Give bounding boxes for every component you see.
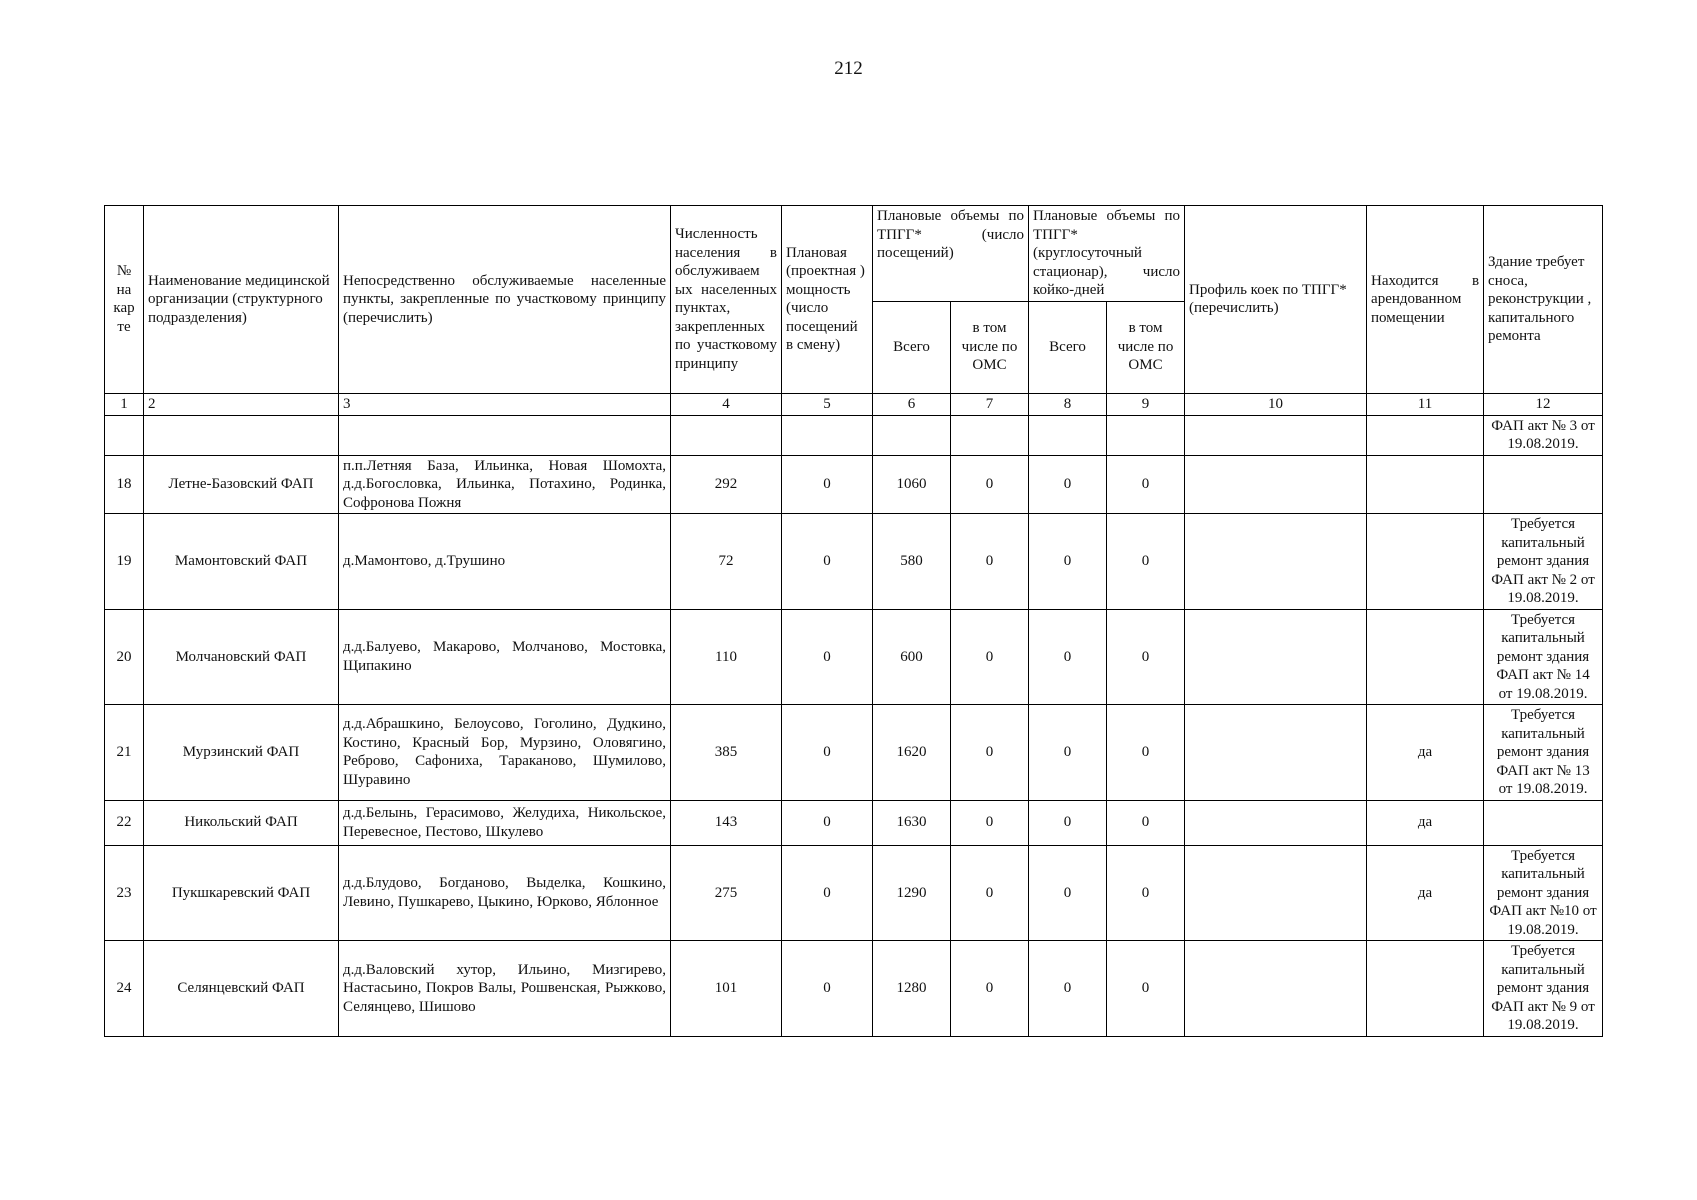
- header-beds-oms: в том числе по ОМС: [1107, 301, 1185, 393]
- beds-total: 0: [1029, 609, 1107, 705]
- row-number: 19: [105, 514, 144, 610]
- org-name: Пукшкаревский ФАП: [144, 845, 339, 941]
- rented: да: [1367, 800, 1484, 845]
- rented: [1367, 455, 1484, 514]
- settlements: д.д.Блудово, Богданово, Выделка, Кошкино, Левино, Пушкарево, Цыкино, Юрково, Яблонное: [339, 845, 671, 941]
- column-number: 4: [671, 393, 782, 415]
- org-name: Селянцевский ФАП: [144, 941, 339, 1037]
- header-beds-total: Всего: [1029, 301, 1107, 393]
- column-number: 10: [1185, 393, 1367, 415]
- header-capacity: Плановая (проектная ) мощность (число посещений в смену): [782, 206, 873, 394]
- beds-total: 0: [1029, 514, 1107, 610]
- column-number: 6: [873, 393, 951, 415]
- population: 385: [671, 705, 782, 801]
- column-number: 1: [105, 393, 144, 415]
- column-number: 8: [1029, 393, 1107, 415]
- bed-profile: [1185, 941, 1367, 1037]
- beds-oms: 0: [1107, 845, 1185, 941]
- header-rented: Находится в арендованном помещении: [1367, 206, 1484, 394]
- repair-note: [1484, 455, 1603, 514]
- population: 143: [671, 800, 782, 845]
- row-number: 24: [105, 941, 144, 1037]
- visits-total: 580: [873, 514, 951, 610]
- visits-oms: 0: [951, 514, 1029, 610]
- column-number: 7: [951, 393, 1029, 415]
- capacity: 0: [782, 800, 873, 845]
- org-name: Молчановский ФАП: [144, 609, 339, 705]
- visits-oms: 0: [951, 455, 1029, 514]
- capacity: 0: [782, 845, 873, 941]
- beds-total: 0: [1029, 941, 1107, 1037]
- visits-oms: 0: [951, 609, 1029, 705]
- table-row: [105, 514, 1603, 610]
- table-row: [105, 609, 1603, 705]
- repair-note: ФАП акт № 3 от 19.08.2019.: [1484, 415, 1603, 455]
- table-row: [105, 845, 1603, 941]
- capacity: 0: [782, 941, 873, 1037]
- bed-profile: [1185, 514, 1367, 610]
- org-name: Никольский ФАП: [144, 800, 339, 845]
- header-profile: Профиль коек по ТПГГ* (перечислить): [1185, 206, 1367, 394]
- capacity: 0: [782, 609, 873, 705]
- bed-profile: [1185, 609, 1367, 705]
- header-org: Наименование медицинской организации (структурного подразделения): [144, 206, 339, 394]
- header-visits-total: Всего: [873, 301, 951, 393]
- beds-oms: 0: [1107, 705, 1185, 801]
- visits-oms: 0: [951, 941, 1029, 1037]
- row-number: 20: [105, 609, 144, 705]
- visits-oms: 0: [951, 845, 1029, 941]
- table-row: [105, 800, 1603, 845]
- header-repair: Здание требует сноса, реконструкции , капитального ремонта: [1484, 206, 1603, 394]
- column-number: 9: [1107, 393, 1185, 415]
- header-settlements: Непосредственно обслуживаемые населенные пункты, закрепленные по участковому принципу (перечислить): [339, 206, 671, 394]
- population: 72: [671, 514, 782, 610]
- beds-oms: 0: [1107, 455, 1185, 514]
- repair-note: Требуется капитальный ремонт здания ФАП акт № 2 от 19.08.2019.: [1484, 514, 1603, 610]
- bed-profile: [1185, 455, 1367, 514]
- repair-note: Требуется капитальный ремонт здания ФАП акт № 13 от 19.08.2019.: [1484, 705, 1603, 801]
- column-number: 2: [144, 393, 339, 415]
- settlements: д.д.Балуево, Макарово, Молчаново, Мостовка, Щипакино: [339, 609, 671, 705]
- rented: да: [1367, 845, 1484, 941]
- visits-total: 1060: [873, 455, 951, 514]
- population: 275: [671, 845, 782, 941]
- header-visits: Плановые объемы по ТПГГ* (число посещений): [873, 206, 1029, 302]
- bed-profile: [1185, 800, 1367, 845]
- population: 292: [671, 455, 782, 514]
- table-body: [105, 455, 1603, 1036]
- settlements: д.д.Белынь, Герасимово, Желудиха, Никольское, Перевесное, Пестово, Шкулево: [339, 800, 671, 845]
- page-number: 212: [834, 58, 863, 79]
- header-visits-oms: в том числе по ОМС: [951, 301, 1029, 393]
- visits-oms: 0: [951, 800, 1029, 845]
- repair-note: [1484, 800, 1603, 845]
- column-number: 3: [339, 393, 671, 415]
- row-number: 23: [105, 845, 144, 941]
- capacity: 0: [782, 705, 873, 801]
- column-number-row: [105, 393, 1603, 415]
- fap-table: [104, 205, 1603, 1037]
- beds-oms: 0: [1107, 514, 1185, 610]
- bed-profile: [1185, 705, 1367, 801]
- settlements: д.Мамонтово, д.Трушино: [339, 514, 671, 610]
- row-number: 22: [105, 800, 144, 845]
- settlements: д.д.Валовский хутор, Ильино, Мизгирево, Настасьино, Покров Валы, Рошвенская, Рыжково, Селянцево, Шишово: [339, 941, 671, 1037]
- repair-note: Требуется капитальный ремонт здания ФАП акт № 14 от 19.08.2019.: [1484, 609, 1603, 705]
- population: 101: [671, 941, 782, 1037]
- table-row: [105, 941, 1603, 1037]
- rented: [1367, 941, 1484, 1037]
- column-number: 12: [1484, 393, 1603, 415]
- org-name: Летне-Базовский ФАП: [144, 455, 339, 514]
- column-number: 11: [1367, 393, 1484, 415]
- table-row: [105, 705, 1603, 801]
- population: 110: [671, 609, 782, 705]
- row-number: 21: [105, 705, 144, 801]
- header-population: Численность населения в обслуживаем ых населенных пунктах, закрепленных по участковому принципу: [671, 206, 782, 394]
- beds-total: 0: [1029, 705, 1107, 801]
- column-number: 5: [782, 393, 873, 415]
- settlements: п.п.Летняя База, Ильинка, Новая Шомохта, д.д.Богословка, Ильинка, Потахино, Родинка, Софронова Пожня: [339, 455, 671, 514]
- table-row: [105, 455, 1603, 514]
- visits-oms: 0: [951, 705, 1029, 801]
- rented: да: [1367, 705, 1484, 801]
- beds-total: 0: [1029, 455, 1107, 514]
- visits-total: 1630: [873, 800, 951, 845]
- org-name: Мамонтовский ФАП: [144, 514, 339, 610]
- settlements: д.д.Абрашкино, Белоусово, Гоголино, Дудкино, Костино, Красный Бор, Мурзино, Оловягино, Реброво, Сафониха, Тараканово, Шумилово, Шуравино: [339, 705, 671, 801]
- header-beds: Плановые объемы по ТПГГ* (круглосуточный стационар), число койко-дней: [1029, 206, 1185, 302]
- header-num: № на кар те: [105, 206, 144, 394]
- visits-total: 1290: [873, 845, 951, 941]
- beds-total: 0: [1029, 800, 1107, 845]
- repair-note: Требуется капитальный ремонт здания ФАП акт № 9 от 19.08.2019.: [1484, 941, 1603, 1037]
- rented: [1367, 609, 1484, 705]
- visits-total: 1280: [873, 941, 951, 1037]
- beds-oms: 0: [1107, 609, 1185, 705]
- beds-oms: 0: [1107, 800, 1185, 845]
- visits-total: 600: [873, 609, 951, 705]
- row-number: 18: [105, 455, 144, 514]
- capacity: 0: [782, 455, 873, 514]
- visits-total: 1620: [873, 705, 951, 801]
- org-name: Мурзинский ФАП: [144, 705, 339, 801]
- beds-oms: 0: [1107, 941, 1185, 1037]
- beds-total: 0: [1029, 845, 1107, 941]
- repair-note: Требуется капитальный ремонт здания ФАП акт №10 от 19.08.2019.: [1484, 845, 1603, 941]
- continuation-row: [105, 415, 1603, 455]
- rented: [1367, 514, 1484, 610]
- capacity: 0: [782, 514, 873, 610]
- bed-profile: [1185, 845, 1367, 941]
